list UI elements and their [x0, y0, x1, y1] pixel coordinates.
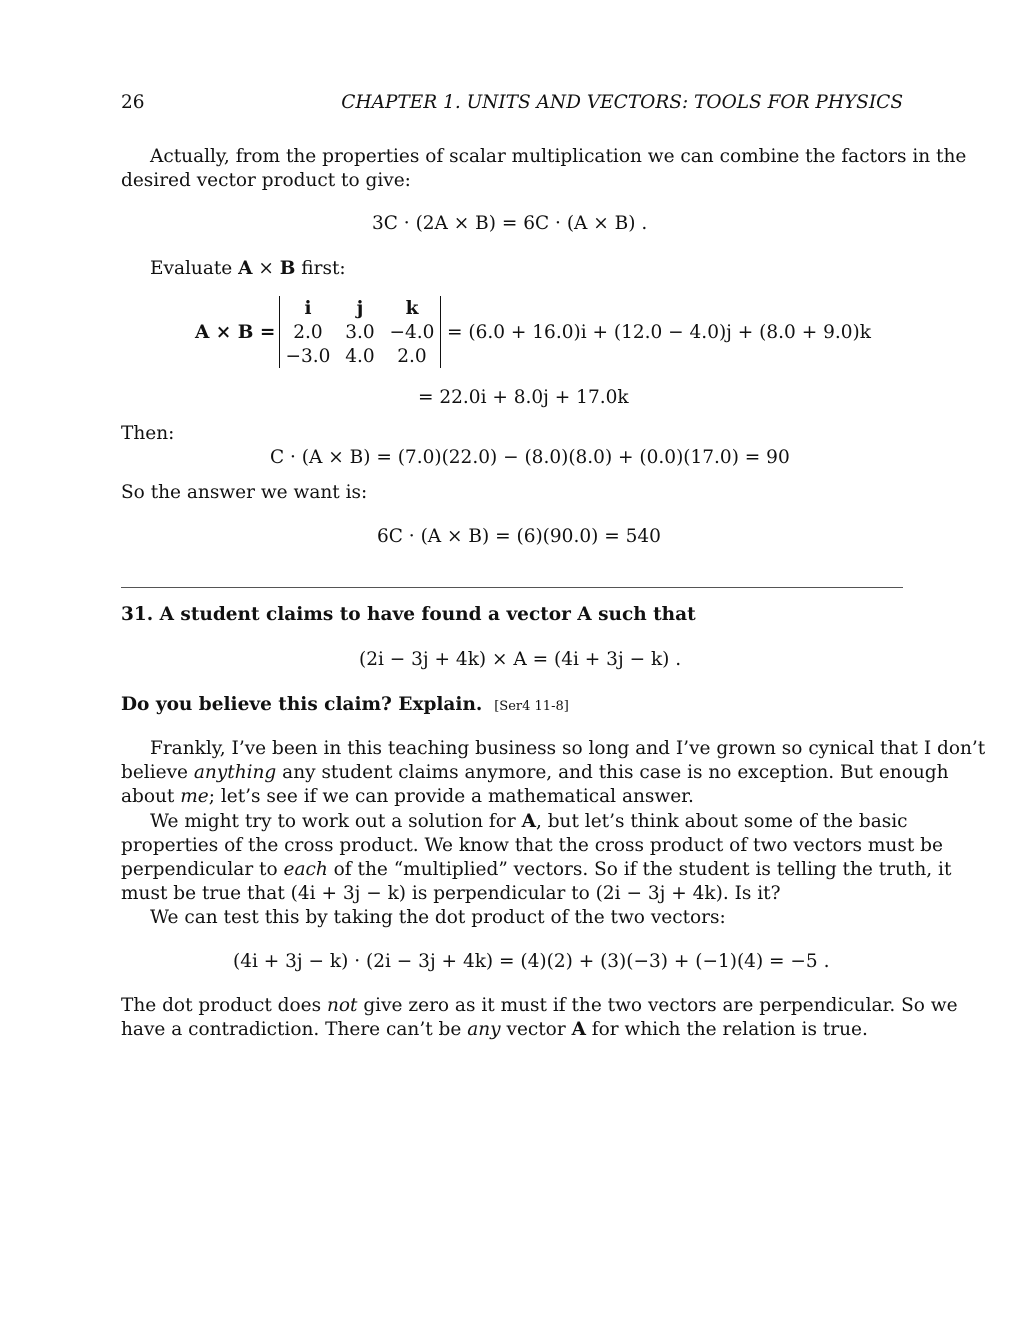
conclusion-l2-pre: have a contradiction. There can’t be: [121, 1019, 468, 1040]
determinant-matrix: [279, 296, 441, 368]
conclusion-l1-post: give zero as it must if the two vectors are perpendicular. So we: [357, 995, 958, 1016]
det-cell-k: k: [405, 298, 419, 319]
conclusion-line-2: [121, 1018, 903, 1042]
evaluate-vector-b: B: [279, 258, 296, 279]
det-cell-r2c1: 2.0: [293, 322, 323, 343]
det-cell-r3c2: 4.0: [345, 346, 375, 367]
equation-combine: 3C · (2A × B) = 6C · (A × B) .: [372, 213, 648, 234]
conclusion-line-1: [121, 994, 958, 1018]
equation-dot-product: C · (A × B) = (7.0)(22.0) − (8.0)(8.0) + (0.0)(17.0) = 90: [270, 447, 790, 468]
frankly-l3-em: me: [180, 786, 209, 807]
problem-31-equation: (2i − 3j + 4k) × A = (4i + 3j − k) .: [359, 649, 682, 670]
paragraph-test: [121, 906, 903, 930]
problem-31-question: [121, 696, 569, 715]
paragraph-might-try: [121, 810, 952, 906]
equation-test: (4i + 3j − k) · (2i − 3j + 4k) = (4)(2) + (3)(−3) + (−1)(4) = −5 .: [233, 951, 830, 972]
frankly-l2-post: any student claims anymore, and this case is no exception. But enough: [276, 762, 949, 783]
mighttry-line-2: properties of the cross product. We know that the cross product of two vectors must be: [121, 835, 943, 856]
mighttry-l3-post: of the “multiplied” vectors. So if the student is telling the truth, it: [327, 859, 952, 880]
page-number: 26: [121, 92, 145, 113]
det-cell-r2c3: −4.0: [389, 322, 435, 343]
mighttry-line-1: [121, 810, 908, 834]
frankly-line-2: [121, 761, 949, 785]
citation: [Ser4 11-8]: [494, 699, 569, 714]
evaluate-text: [150, 260, 346, 279]
intro-line-2: desired vector product to give:: [121, 170, 411, 191]
problem-31-heading: 31. A student claims to have found a vector A such that: [121, 604, 696, 625]
frankly-l2-em: anything: [193, 762, 277, 783]
intro-paragraph: [121, 145, 967, 193]
frankly-line-3: [121, 785, 903, 809]
determinant-label: A × B =: [195, 322, 276, 343]
evaluate-post: first:: [295, 258, 346, 279]
then-label: Then:: [121, 423, 175, 444]
determinant-result: = 22.0i + 8.0j + 17.0k: [418, 387, 629, 408]
det-cell-r3c3: 2.0: [397, 346, 427, 367]
conclusion-l1-em: not: [326, 995, 358, 1016]
mighttry-l3-pre: perpendicular to: [121, 859, 284, 880]
conclusion-l2-em: any: [467, 1019, 501, 1040]
frankly-l2-pre: believe: [121, 762, 194, 783]
conclusion-l2-post: for which the relation is true.: [585, 1019, 868, 1040]
det-cell-r2c2: 3.0: [345, 322, 375, 343]
question-text: Do you believe this claim? Explain.: [121, 694, 483, 715]
test-line-1: We can test this by taking the dot product of the two vectors:: [150, 907, 726, 928]
mighttry-l1-pre: We might try to work out a solution for: [150, 811, 522, 832]
frankly-l3-post: ; let’s see if we can provide a mathematical answer.: [208, 786, 694, 807]
mighttry-l1-post: , but let’s think about some of the basic: [535, 811, 908, 832]
paragraph-conclusion: [121, 994, 958, 1042]
mighttry-l1-bold: A: [521, 811, 536, 832]
equation-answer: 6C · (A × B) = (6)(90.0) = 540: [377, 526, 661, 547]
section-divider: [121, 587, 903, 588]
evaluate-pre: Evaluate: [150, 258, 239, 279]
conclusion-l2-bold: A: [571, 1019, 586, 1040]
running-title: CHAPTER 1. UNITS AND VECTORS: TOOLS FOR PHYSICS: [341, 92, 903, 113]
det-cell-r3c1: −3.0: [285, 346, 331, 367]
mighttry-l3-em: each: [283, 859, 328, 880]
conclusion-l1-pre: The dot product does: [121, 995, 327, 1016]
evaluate-times: ×: [252, 258, 280, 279]
mighttry-line-4: must be true that (4i + 3j − k) is perpendicular to (2i − 3j + 4k). Is it?: [121, 883, 781, 904]
mighttry-line-3: [121, 858, 952, 882]
evaluate-vector-a: A: [238, 258, 253, 279]
det-cell-i: i: [304, 298, 312, 319]
paragraph-frankly: [121, 737, 986, 809]
intro-line-1: Actually, from the properties of scalar multiplication we can combine the factors in the: [150, 146, 967, 167]
frankly-l3-pre: about: [121, 786, 181, 807]
answer-intro: So the answer we want is:: [121, 482, 368, 503]
det-cell-j: j: [356, 298, 364, 319]
conclusion-l2-mid: vector: [500, 1019, 572, 1040]
frankly-line-1: Frankly, I’ve been in this teaching business so long and I’ve grown so cynical that I don’t: [150, 738, 986, 759]
determinant-expansion: = (6.0 + 16.0)i + (12.0 − 4.0)j + (8.0 + 9.0)k: [447, 322, 871, 343]
